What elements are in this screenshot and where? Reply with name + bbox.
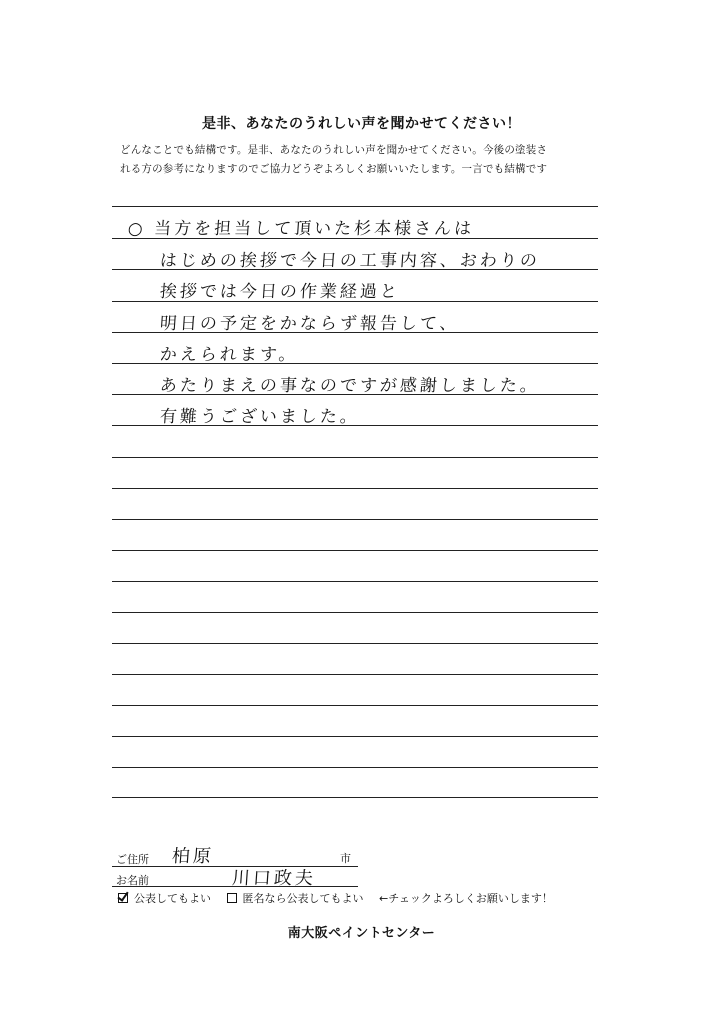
checkbox-checked-icon[interactable] — [118, 893, 128, 903]
ruled-line — [112, 550, 598, 551]
ruled-line — [112, 705, 598, 706]
comment-area — [112, 0, 598, 1024]
handwritten-line-4: 明日の予定をかならず報告して、 — [159, 314, 461, 334]
ruled-line — [112, 797, 598, 798]
name-label: お名前 — [116, 874, 149, 887]
publish-options — [118, 890, 559, 906]
publish-option-1[interactable] — [118, 892, 217, 905]
ruled-line — [112, 488, 598, 489]
name-underline — [112, 886, 358, 887]
handwritten-line-1: ○ 当方を担当して頂いた杉本様さんは — [127, 219, 475, 239]
ruled-line — [112, 581, 598, 582]
company-name: 南大阪ペイントセンター — [287, 926, 436, 941]
publish-option-2-label: 匿名なら公表してもよい — [242, 892, 364, 905]
intro-line-1: どんなことでも結構です。是非、あなたのうれしい声を聞かせてください。今後の塗装さ — [120, 144, 548, 156]
ruled-line — [112, 767, 598, 768]
ruled-line — [112, 457, 598, 458]
intro-line-2: れる方の参考になりますのでご協力どうぞよろしくお願いいたします。一言でも結構です — [120, 163, 548, 175]
form-title: 是非、あなたのうれしい声を聞かせてください！ — [202, 116, 521, 132]
ruled-line — [112, 736, 598, 737]
ruled-line — [112, 643, 598, 644]
handwritten-line-2: はじめの挨拶で今日の工事内容、おわりの — [159, 251, 541, 271]
handwritten-line-3: 挨拶では今日の作業経過と — [159, 282, 401, 302]
address-value: 柏原 — [171, 846, 215, 867]
name-value: 川口政夫 — [231, 868, 317, 889]
ruled-line — [112, 674, 598, 675]
publish-option-1-label: 公表してもよい — [134, 892, 211, 905]
ruled-line — [112, 519, 598, 520]
handwritten-line-5: かえられます。 — [159, 345, 300, 365]
publish-option-2[interactable] — [227, 892, 370, 905]
handwritten-line-7: 有難うございました。 — [159, 407, 361, 427]
address-suffix: 市 — [340, 852, 351, 865]
checkbox-icon[interactable] — [227, 893, 237, 903]
publish-note: ←チェックよろしくお願いします！ — [379, 892, 553, 905]
address-label: ご住所 — [116, 853, 149, 866]
handwritten-line-6: あたりまえの事なのですが感謝しました。 — [159, 376, 541, 396]
ruled-line — [112, 206, 598, 207]
ruled-line — [112, 612, 598, 613]
